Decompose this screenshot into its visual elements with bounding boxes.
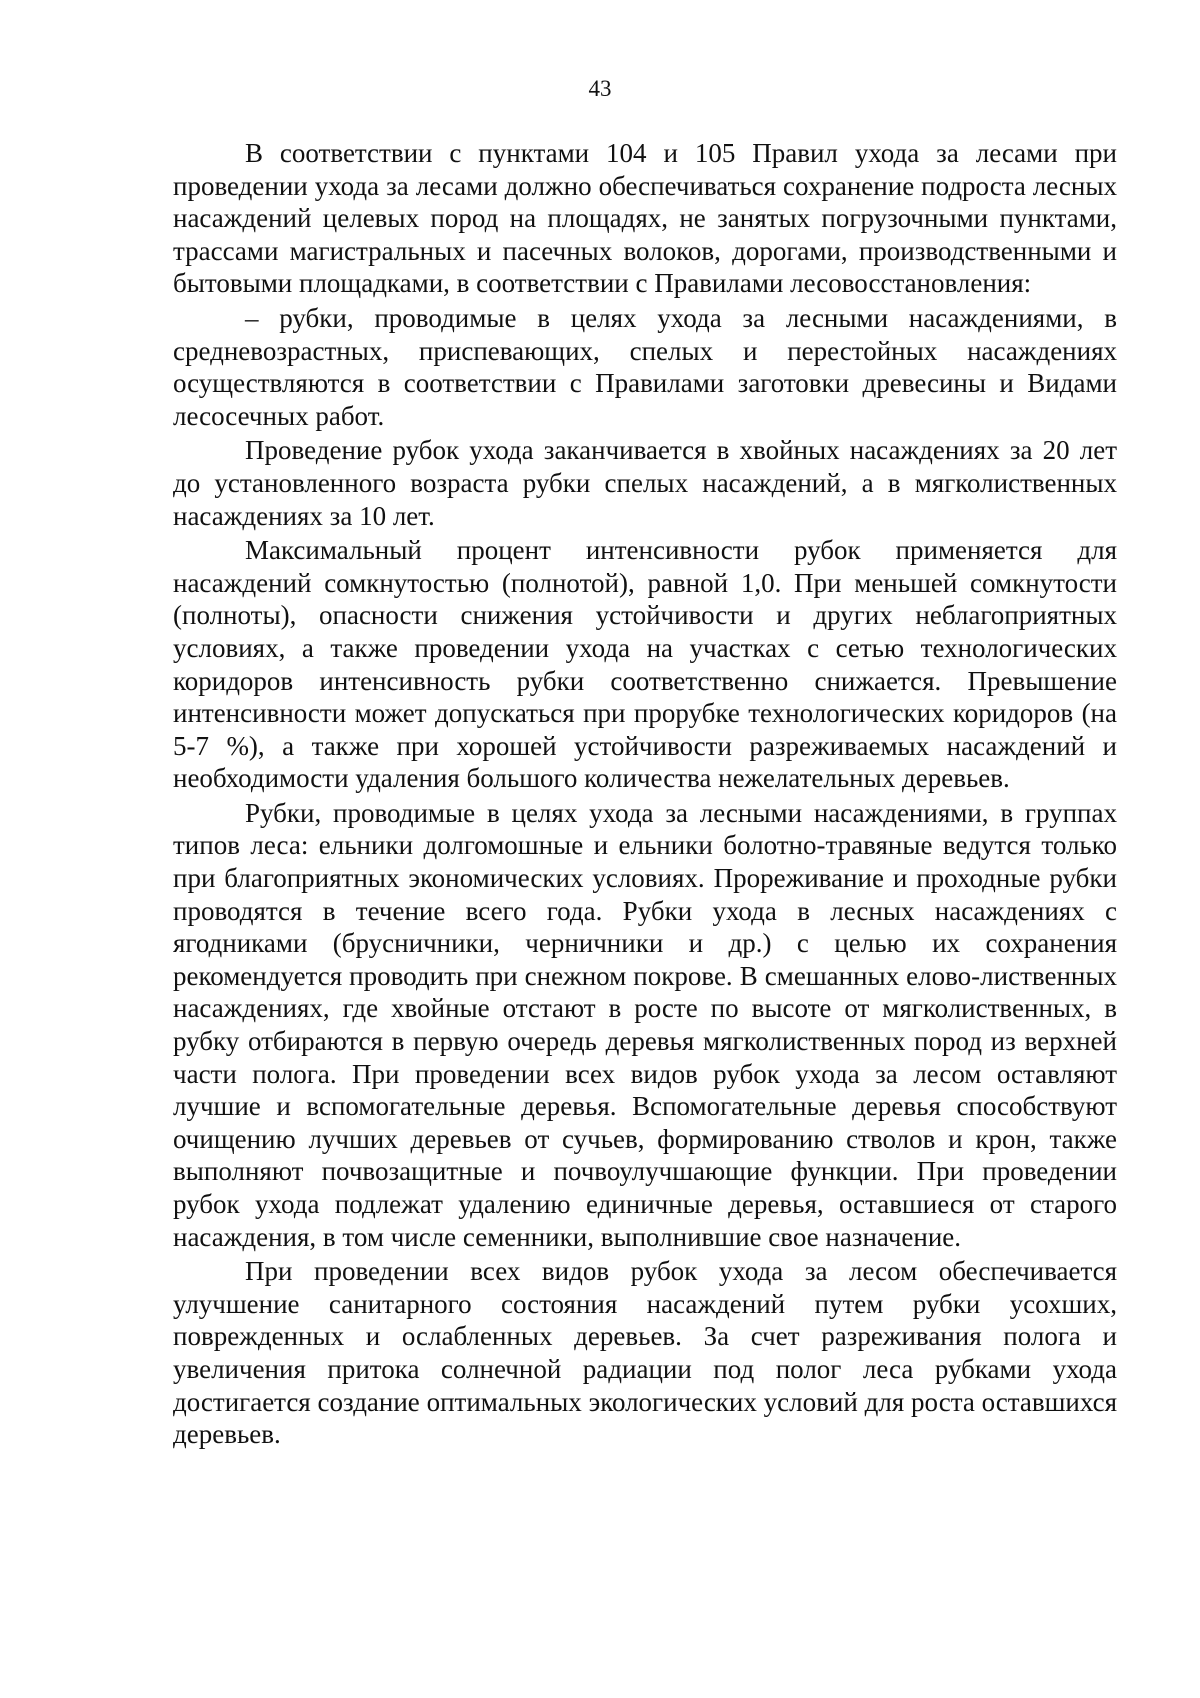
document-body	[173, 137, 1117, 1451]
paragraph: Проведение рубок ухода заканчивается в хвойных насаждениях за 20 лет до установленного возраста рубки спелых насаждений, а в мягколиственных насаждениях за 10 лет.	[173, 435, 1117, 531]
page-number: 43	[588, 76, 612, 101]
paragraph: – рубки, проводимые в целях ухода за лесными насаждениями, в средневозрастных, приспевающих, спелых и перестойных насаждениях осуществляются в соответствии с Правилами заготовки древесины и Видами лесосечных работ.	[173, 302, 1117, 431]
paragraph: Рубки, проводимые в целях ухода за лесными насаждениями, в группах типов леса: ельники долгомошные и ельники болотно-травяные ведутся только при благоприятных экономических условиях. Прореживание и проходные рубки проводятся в течение всего года. Рубки ухода в лесных насаждениях с ягодниками (брусничники, черничники и др.) с целью их сохранения рекомендуется проводить при снежном покрове. В смешанных елово-лиственных насаждениях, где хвойные отстают в росте по высоте от мягколиственных, в рубку отбираются в первую очередь деревья мягколиственных пород из верхней части полога. При проведении всех видов рубок ухода за лесом оставляют лучшие и вспомогательные деревья. Вспомогательные деревья способствуют очищению лучших деревьев от сучьев, формированию стволов и крон, также выполняют почвозащитные и почвоулучшающие функции. При проведении рубок ухода подлежат удалению единичные деревья, оставшиеся от старого насаждения, в том числе семенники, выполнившие свое назначение.	[173, 797, 1117, 1252]
paragraph: При проведении всех видов рубок ухода за лесом обеспечивается улучшение санитарного состояния насаждений путем рубки усохших, поврежденных и ослабленных деревьев. За счет разреживания полога и увеличения притока солнечной радиации под полог леса рубками ухода достигается создание оптимальных экологических условий для роста оставшихся деревьев.	[173, 1256, 1117, 1450]
paragraph: В соответствии с пунктами 104 и 105 Правил ухода за лесами при проведении ухода за лесами должно обеспечиваться сохранение подроста лесных насаждений целевых пород на площадях, не занятых погрузочными пунктами, трассами магистральных и пасечных волоков, дорогами, производственными и бытовыми площадками, в соответствии с Правилами лесовосстановления:	[173, 138, 1117, 299]
paragraph: Максимальный процент интенсивности рубок применяется для насаждений сомкнутостью (полнотой), равной 1,0. При меньшей сомкнутости (полноты), опасности снижения устойчивости и других неблагоприятных условиях, а также проведении ухода на участках с сетью технологических коридоров интенсивность рубки соответственно снижается. Превышение интенсивности может допускаться при прорубке технологических коридоров (на 5-7 %), а также при хорошей устойчивости разреживаемых насаждений и необходимости удаления большого количества нежелательных деревьев.	[173, 535, 1117, 794]
